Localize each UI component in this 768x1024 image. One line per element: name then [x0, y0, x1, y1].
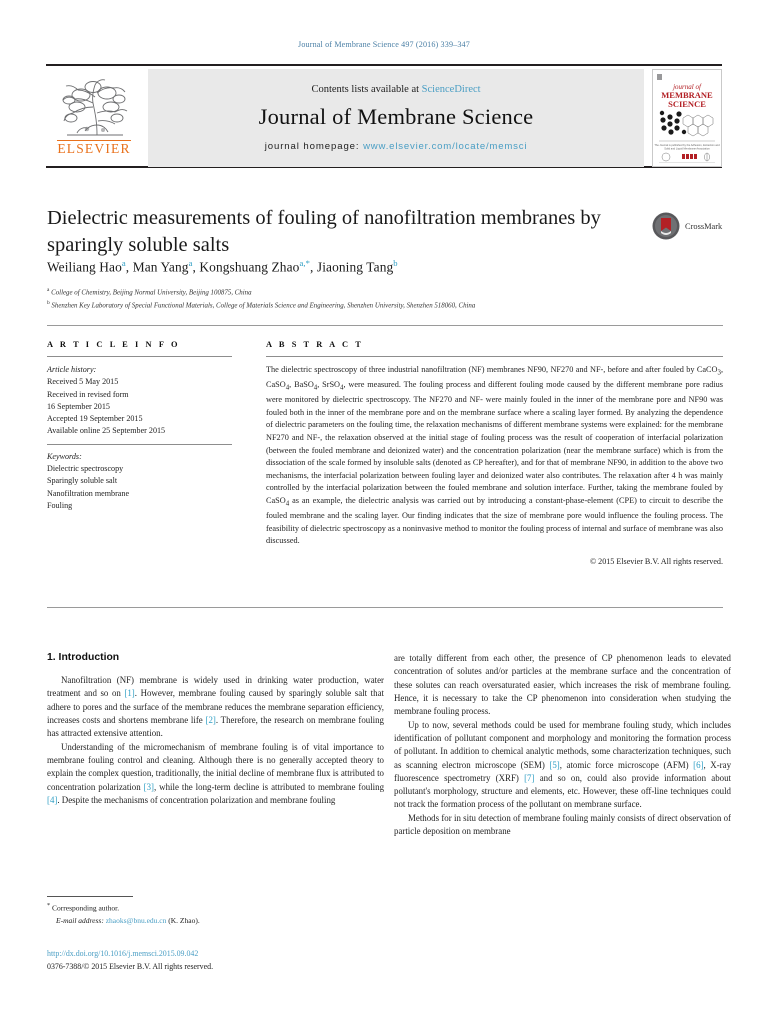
article-history-block	[47, 364, 232, 438]
author-name: Jiaoning Tang	[316, 259, 394, 275]
body-column-right	[394, 652, 731, 838]
svg-text:Solid and Liquid Membrane Asso: Solid and Liquid Membrane Association	[664, 147, 710, 151]
intro-right-paragraphs	[394, 652, 731, 838]
sciencedirect-link[interactable]: ScienceDirect	[421, 83, 481, 95]
author-affiliation-marker: a	[188, 258, 193, 268]
email-label: E-mail address:	[56, 915, 104, 925]
author-affiliation-marker: a,*	[299, 258, 311, 268]
citation-link[interactable]: [2]	[205, 714, 216, 725]
corresponding-marker: *	[47, 902, 51, 909]
article-history-item: 16 September 2015	[47, 401, 110, 411]
abstract-paragraph: The dielectric spectroscopy of three industrial nanofiltration (NF) membranes NF90, NF270 and NF-, before and after fouled by CaCO$_3$, CaSO$_4$, BaSO$_4$, SrSO$_4$, were measured. The fouling process and different fouling mode caused by the different membrane pore radius were monitored by dielectric spectroscopy. The NF270 and NF- were mainly fouled in the inner of the membrane pore and NF90 was fouled both in the inner of the membrane pore and on the membrane surface where a scaling layer formed. By analyzing the dependence of dielectric parameters on the fouling time, the relaxation mechanisms of different membrane systems were explained: for the membrane NF270 and NF-, the relaxation observed at the initial stage of fouling process was the result of cooperation of interfacial polarization (between the fouled membrane and deionized water) and the concentration polarization (near the membrane surface) which is from the dissociation of the scale formed by insoluble salts (denoted as CP hereafter), and for that of membrane NF90, in addition to the above two mechanisms, the interfacial polarization between fouling layer and deionized water also contributes. The relaxation after 4 h was mainly controlled by the interfacial polarization between the fouled membrane and solution interface. Further, taking the membrane fouled by CaSO$_4$ as an example, the dielectric analysis was carried out by introducing a constant-phase-element (CPE) to circuit to describe the fouled membrane and the scaling layer. Our finding indicates that the size of membrane pore would influence the fouling process. The feasibility of dielectric spectroscopy as a noninvasive method to monitor the fouling process of internal and surface of membrane was also discussed.	[266, 365, 723, 546]
author-name: Kongshuang Zhao	[199, 259, 300, 275]
body-paragraph: Up to now, several methods could be used for membrane fouling study, which includes identification of pollutant component and morphology and monitoring the formation process of pollutant. In addition to chemical analytic methods, some characterization techniques, such as scanning electron microscope (SEM) [5], atomic force microscope (AFM) [6], X-ray fluorescence spectrometry (XRF) [7] and so on, could also provide information about pollutant's morphology, structure and elements, etc. However, these off-line techniques could not track the formation process of the pollutant on membrane surface.	[394, 719, 732, 810]
author-affiliation-marker: b	[393, 258, 398, 268]
intro-left-paragraphs	[47, 674, 384, 807]
doi-link[interactable]: http://dx.doi.org/10.1016/j.memsci.2015.09.042	[47, 949, 199, 958]
keyword-item: Fouling	[47, 500, 73, 510]
affiliation-line: $^b$ Shenzhen Key Laboratory of Special Functional Materials, College of Materials Science and Engineering, Shenzhen University, Shenzhen 518060, China	[47, 300, 476, 310]
homepage-url-link[interactable]: www.elsevier.com/locate/memsci	[363, 140, 528, 152]
elsevier-wordmark: ELSEVIER	[57, 141, 131, 156]
article-history-label: Article history:	[47, 365, 97, 374]
homepage-prefix: journal homepage:	[264, 140, 360, 152]
contents-available-line	[311, 84, 480, 95]
article-history-item: Accepted 19 September 2015	[47, 414, 143, 424]
corresponding-author-note	[47, 901, 387, 927]
author-name: Weiliang Hao	[47, 259, 122, 275]
keyword-lines	[47, 463, 232, 512]
article-info-heading: A R T I C L E I N F O	[47, 340, 181, 349]
citation-link[interactable]: [4]	[47, 794, 58, 805]
journal-masthead	[46, 64, 722, 168]
keyword-item: Dielectric spectroscopy	[47, 464, 124, 474]
crossmark-label: CrossMark	[685, 221, 723, 231]
keywords-block	[47, 451, 232, 512]
author-name: Man Yang	[132, 259, 189, 275]
article-history-item: Received in revised form	[47, 389, 129, 399]
affiliation-list	[47, 286, 727, 312]
article-history-item: Available online 25 September 2015	[47, 426, 166, 436]
info-band-bottom-rule	[47, 607, 723, 608]
email-owner: (K. Zhao).	[168, 915, 200, 925]
cover-artwork	[653, 70, 721, 166]
issn-copyright-line: 0376-7388/© 2015 Elsevier B.V. All rights reserved.	[47, 961, 214, 971]
body-paragraph: Nanofiltration (NF) membrane is widely used in drinking water production, water treatment and so on [1]. However, membrane fouling caused by sparingly soluble salt that adhere to pores and the surface of the membrane reduces the membrane separation efficiency, increases costs and shortens membrane life [2]. Therefore, the research on membrane fouling has attracted extensive attention.	[47, 675, 384, 739]
journal-homepage-line	[265, 141, 528, 152]
svg-text:MEMBRANE: MEMBRANE	[661, 90, 713, 100]
citation-link[interactable]: [3]	[143, 781, 154, 792]
introduction-heading: 1. Introduction	[47, 652, 120, 663]
email-link[interactable]: zhaoks@bnu.edu.cn	[105, 915, 167, 925]
abstract-heading: A B S T R A C T	[266, 340, 364, 349]
citation-link[interactable]: [1]	[124, 688, 135, 699]
body-paragraph: Understanding of the micromechanism of membrane fouling is of vital importance to membrane fouling control and cleaning. Although there is no generally accepted theory to explain the complex question, traditionally, the initial decline of membrane flux is attributed to concentration polarization [3], while the long-term decline is attributed to membrane fouling [4]. Despite the mechanisms of concentration polarization and membrane fouling	[47, 741, 385, 805]
crossmark-icon	[651, 211, 681, 241]
email-line	[47, 915, 387, 927]
svg-text:journal of: journal of	[673, 83, 701, 91]
citation-link[interactable]: [7]	[524, 772, 535, 783]
journal-title: Journal of Membrane Science	[258, 103, 534, 129]
corresponding-text: Corresponding author.	[52, 903, 120, 913]
imprint-block	[47, 948, 447, 974]
citation-link[interactable]: [5]	[549, 759, 560, 770]
article-info-rule	[47, 356, 232, 357]
body-paragraph: are totally different from each other, the presence of CP phenomenon leads to elevated concentration of solutes and/or particles at the membrane surface and the concentration of these solutes can reach oversaturated easier, which increases the risk of membrane fouling. Hence, it is necessary to take the CP phenomenon into consideration when studying the membrane fouling process.	[394, 653, 731, 717]
keywords-label: Keywords:	[47, 451, 82, 461]
abstract-rule	[266, 356, 723, 357]
svg-text:SCIENCE: SCIENCE	[668, 99, 706, 109]
svg-text:The Journal is published by th: The Journal is published by the Adhesion, Extraction and	[654, 144, 720, 147]
abstract-text	[266, 364, 723, 548]
abstract-copyright: © 2015 Elsevier B.V. All rights reserved.	[589, 556, 723, 566]
body-paragraph: Methods for in situ detection of membrane fouling mainly consists of direct observation of particle deposition on membrane	[394, 812, 731, 837]
crossmark-badge[interactable]	[651, 209, 743, 243]
body-column-left	[47, 652, 384, 807]
keyword-item: Sparingly soluble salt	[47, 476, 118, 486]
author-list: Weiliang Hao$^a$, Man Yang$^a$, Kongshuang Zhao$^{a,*}$, Jiaoning Tang$^b$	[47, 258, 398, 275]
page-title: Dielectric measurements of fouling of nanofiltration membranes by sparingly soluble salts	[47, 207, 601, 257]
footnote-rule	[47, 896, 133, 897]
affiliation-line: $^a$ College of Chemistry, Beijing Normal University, Beijing 100875, China	[47, 287, 252, 297]
info-band-top-rule	[47, 325, 723, 326]
elsevier-logo	[46, 69, 142, 167]
corresponding-author-line	[47, 901, 387, 915]
masthead-center-band	[148, 69, 644, 167]
article-history-lines	[47, 376, 232, 437]
keywords-divider	[47, 444, 232, 445]
author-affiliation-marker: a	[121, 258, 126, 268]
running-head: Journal of Membrane Science 497 (2016) 339–347	[298, 40, 470, 49]
keyword-item: Nanofiltration membrane	[47, 488, 130, 498]
elsevier-tree-icon	[57, 73, 131, 139]
contents-prefix: Contents lists available at	[311, 83, 420, 95]
abstract-column	[266, 340, 723, 566]
citation-link[interactable]: [6]	[693, 759, 704, 770]
article-history-item: Received 5 May 2015	[47, 377, 119, 387]
journal-cover-thumbnail	[652, 69, 722, 167]
article-info-column	[47, 340, 232, 512]
